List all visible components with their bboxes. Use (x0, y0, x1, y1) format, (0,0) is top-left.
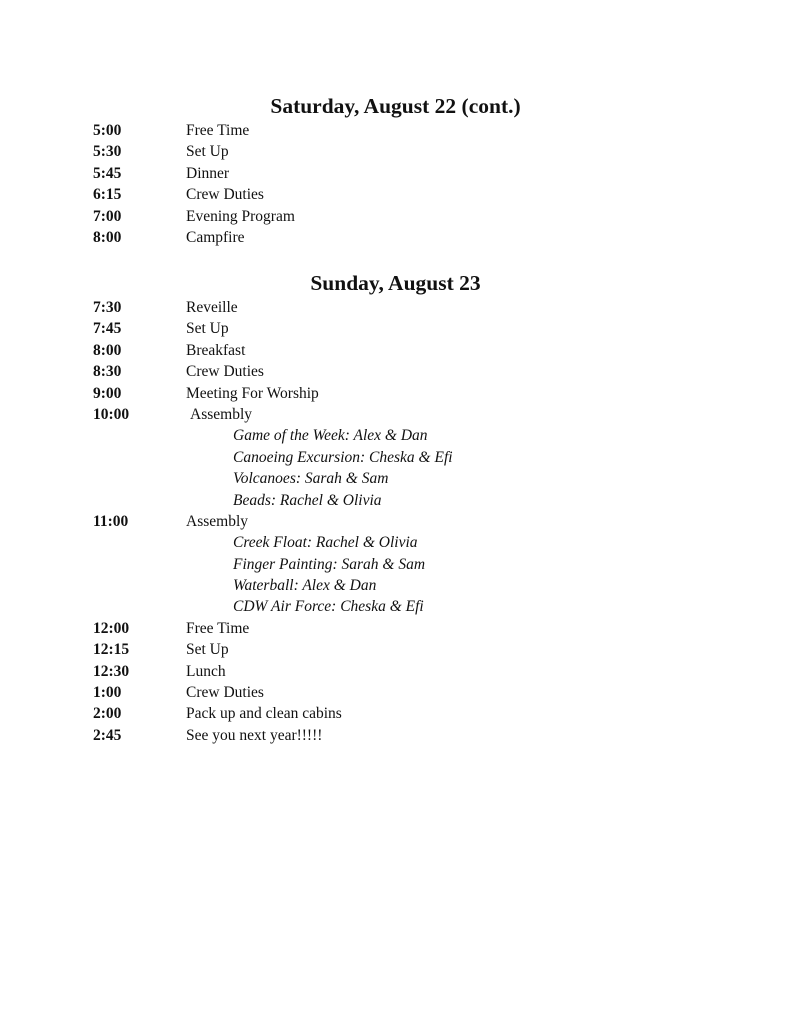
saturday-schedule (93, 120, 733, 248)
schedule-row (93, 703, 733, 724)
schedule-event: Crew Duties (186, 684, 264, 702)
schedule-row (93, 141, 733, 162)
schedule-time: 7:30 (93, 299, 122, 316)
activity-item: Beads: Rachel & Olivia (233, 491, 382, 509)
schedule-event: Set Up (186, 320, 229, 338)
activity-item: Waterball: Alex & Dan (233, 577, 377, 595)
schedule-row (93, 511, 733, 532)
schedule-row (93, 340, 733, 361)
schedule-time: 2:45 (93, 726, 122, 744)
schedule-row (93, 618, 733, 639)
schedule-time: 10:00 (93, 405, 130, 423)
activity-item: Creek Float: Rachel & Olivia (233, 534, 418, 552)
schedule-event: Lunch (186, 662, 226, 680)
schedule-event: Breakfast (186, 341, 246, 359)
schedule-row (93, 120, 733, 141)
schedule-event: See you next year!!!!! (186, 726, 323, 744)
schedule-row (93, 227, 733, 248)
schedule-time: 7:00 (93, 207, 122, 225)
schedule-event: Set Up (186, 641, 229, 659)
schedule-time: 5:45 (93, 164, 122, 182)
schedule-event: Free Time (186, 619, 250, 637)
schedule-event: Pack up and clean cabins (186, 705, 342, 723)
sunday-title: Sunday, August 23 (310, 271, 481, 295)
schedule-time: 7:45 (93, 320, 122, 338)
schedule-event: Crew Duties (186, 186, 264, 204)
schedule-event: Meeting For Worship (186, 384, 319, 402)
schedule-time: 12:00 (93, 619, 130, 637)
schedule-event: Reveille (186, 299, 238, 316)
schedule-time: 11:00 (93, 512, 129, 530)
schedule-time: 1:00 (93, 684, 122, 702)
schedule-time: 8:00 (93, 228, 122, 246)
schedule-row (93, 163, 733, 184)
schedule-row (93, 297, 733, 318)
saturday-title: Saturday, August 22 (cont.) (270, 94, 521, 118)
schedule-row (93, 404, 733, 425)
schedule-row (93, 318, 733, 339)
schedule-time: 5:00 (93, 122, 122, 139)
schedule-event: Set Up (186, 143, 229, 161)
activity-item: CDW Air Force: Cheska & Efi (233, 598, 424, 616)
schedule-row (93, 361, 733, 382)
schedule-time: 6:15 (93, 186, 122, 204)
schedule-time: 5:30 (93, 143, 122, 161)
schedule-time: 2:00 (93, 705, 122, 723)
schedule-row (93, 682, 733, 703)
schedule-time: 12:30 (93, 662, 130, 680)
schedule-event: Free Time (186, 122, 250, 139)
schedule-event: Evening Program (186, 207, 295, 225)
schedule-row (93, 661, 733, 682)
schedule-time: 12:15 (93, 641, 130, 659)
schedule-row (93, 383, 733, 404)
schedule-row (93, 184, 733, 205)
schedule-row (93, 206, 733, 227)
activity-item: Finger Painting: Sarah & Sam (233, 555, 426, 573)
schedule-event: Assembly (190, 405, 252, 423)
schedule-time: 8:00 (93, 341, 122, 359)
schedule-time: 8:30 (93, 363, 122, 381)
schedule-event: Dinner (186, 164, 230, 182)
schedule-time: 9:00 (93, 384, 122, 402)
schedule-row (93, 639, 733, 660)
activity-item: Game of the Week: Alex & Dan (233, 427, 428, 445)
schedule-event: Campfire (186, 228, 245, 246)
sunday-schedule (93, 297, 733, 746)
schedule-event: Crew Duties (186, 363, 264, 381)
schedule-event: Assembly (186, 512, 248, 530)
schedule-row (93, 725, 733, 746)
activity-item: Volcanoes: Sarah & Sam (233, 470, 389, 488)
activity-item: Canoeing Excursion: Cheska & Efi (233, 448, 453, 466)
